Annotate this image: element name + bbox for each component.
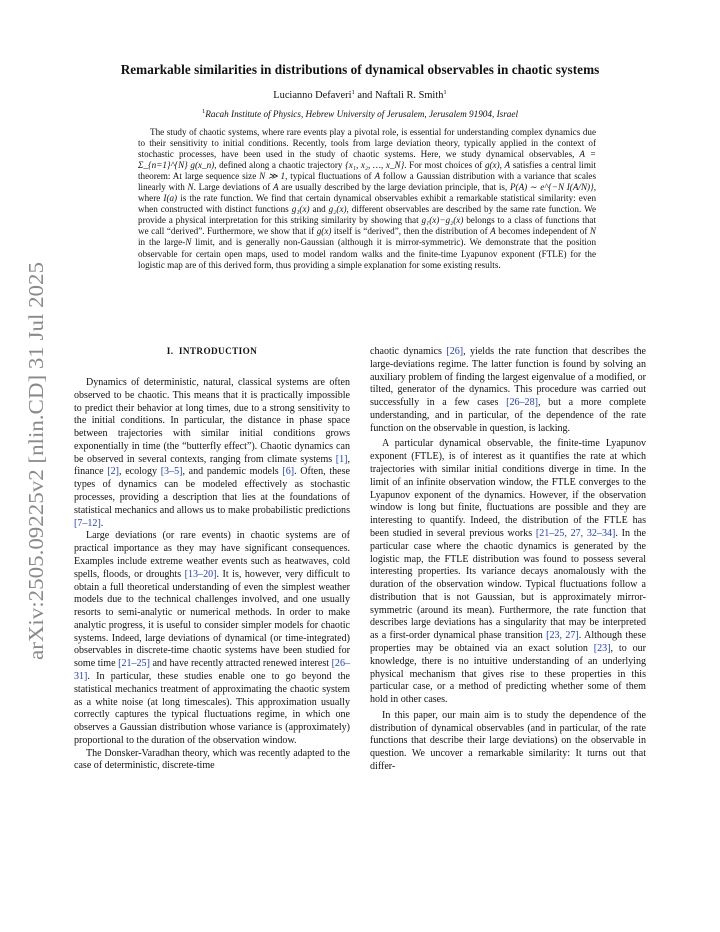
paragraph-text: Large deviations (or rare events) in chaotic systems are of practical importance as they may have significant consequences. Examples include extreme weather events such as heatwaves, cold spells, floods, or droughts bbox=[74, 530, 350, 580]
citation-link[interactable]: [26–31] bbox=[74, 658, 350, 682]
citation-link[interactable]: [21–25] bbox=[118, 658, 150, 670]
paragraph bbox=[370, 346, 646, 435]
citation-link[interactable]: [6] bbox=[282, 466, 295, 478]
author-name: Lucianno Defaveri bbox=[273, 90, 352, 101]
paragraph-text: Dynamics of deterministic, natural, classical systems are often observed to be chaotic. This means that it is practically impossible to predict their behavior at long times, due to a strong sensitivity to the initial conditions. In particular, the distance in phase space between trajectories with similar initial conditions grows exponentially in time (the “butterfly effect”). Chaotic dynamics can be observed in several contexts, ranging from climate systems bbox=[74, 377, 350, 465]
section-title: INTRODUCTION bbox=[178, 346, 258, 356]
citation-link[interactable]: [23, 27] bbox=[546, 630, 579, 642]
citation-link[interactable]: [7–12] bbox=[74, 517, 101, 529]
paragraph-text: , yields the rate function that describes the large-deviations regime. The latter function is found by solving an auxiliary problem of finding the largest eigenvalue of a modified, or tilted, generator of the dynamics. This procedure was carried out successfully in a few cases bbox=[370, 346, 647, 409]
paragraph-text: and have recently attracted renewed interest bbox=[149, 658, 332, 670]
paragraph bbox=[74, 377, 350, 530]
citation-link[interactable]: [13–20] bbox=[184, 568, 217, 580]
paragraph bbox=[370, 710, 646, 774]
citation-link[interactable]: [3–5] bbox=[160, 466, 183, 478]
arxiv-identifier-text: arXiv:2505.09225v2 [nlin.CD] 31 Jul 2025 bbox=[24, 287, 48, 660]
citation-link[interactable]: [26] bbox=[446, 346, 464, 357]
paragraph-text: . In particular, these studies enable one to go beyond the statistical mechanics treatment of approximating the chaotic system as a white noise (at long timescales). This approximation usually correctly captures the typical fluctuations regime, in which one observes a Gaussian distribution whose variance is (approximately) proportional to the duration of the observation window. bbox=[74, 670, 350, 746]
affiliation-mark: 1 bbox=[443, 89, 447, 96]
paragraph bbox=[74, 748, 350, 774]
affiliation bbox=[60, 109, 660, 119]
left-column bbox=[74, 377, 350, 773]
affiliation-text: Racah Institute of Physics, Hebrew University of Jerusalem, Jerusalem 91904, Israel bbox=[205, 109, 519, 119]
citation-link[interactable]: [26–28] bbox=[506, 397, 538, 409]
affiliation-mark: 1 bbox=[201, 108, 206, 115]
author-line bbox=[60, 90, 660, 101]
paragraph bbox=[74, 530, 350, 747]
abstract: The study of chaotic systems, where rare events play a pivotal role, is essential for understanding complex dynamics due to their sensitivity to initial conditions. Recently, tools from large deviation theory, typically applied in the context of stochastic processes, have been used in the study of chaotic systems. Here, we study dynamical observables, A = Σ_{n=1}^{N} g(x_n), defined along a chaotic trajectory {x₁, x₂, …, x_N}. For most choices of g(x), A satisfies a central limit theorem: At large sequence size N ≫ 1, typical fluctuations of A follow a Gaussian distribution with a variance that scales linearly with N. Large deviations of A are usually described by the large deviation principle, that is, P(A) ∼ e^{−N I(A/N)}, where I(a) is the rate function. We find that certain dynamical observables exhibit a remarkable statistical similarity: even when constructed with distinct functions g₁(x) and g₂(x), different observables are described by the same rate function. We provide a physical interpretation for this striking similarity by showing that g₁(x)−g₂(x) belongs to a class of functions that we call “derived”. Furthermore, we show that if g(x) itself is “derived”, then the distribution of A becomes independent of N in the large-N limit, and is generally non-Gaussian (although it is mirror-symmetric). We demonstrate that the position observable for certain open maps, used to model random walks and the finite-time Lyapunov exponent (FTLE) for the logistic map are of this derived form, thus providing a simple explanation for some existing results. bbox=[138, 127, 597, 270]
author-conjunction: and bbox=[357, 90, 373, 101]
affiliation-mark: 1 bbox=[351, 89, 355, 96]
paragraph-text: . Although these properties may be obtained via an exact solution bbox=[370, 630, 646, 654]
paragraph-text: In this paper, our main aim is to study the dependence of the distribution of dynamical observables (and in particular, of the rate functions that describe their large deviations) on the observable in question. We uncover a remarkable similarity: It turns out that differ- bbox=[370, 709, 646, 772]
author-name: Naftali R. Smith bbox=[375, 90, 444, 101]
arxiv-identifier-stamp bbox=[22, 260, 52, 660]
paragraph-text: , but a more complete understanding, and in particular, of the dependence of the rate function on the observable in question, is lacking. bbox=[370, 397, 646, 434]
section-number: I. bbox=[166, 346, 174, 356]
right-column bbox=[370, 346, 646, 774]
citation-link[interactable]: [2] bbox=[107, 466, 119, 478]
section-heading bbox=[74, 346, 350, 356]
paragraph bbox=[370, 438, 646, 706]
paper-title: Remarkable similarities in distributions of dynamical observables in chaotic systems bbox=[120, 62, 600, 77]
paragraph-text: . Often, these types of dynamics can be modeled effectively as stochastic processes, providing a description that lies at the foundations of statistical mechanics and allows us to make probabilistic predictions bbox=[74, 466, 350, 516]
paragraph-text: , finance bbox=[74, 453, 350, 478]
paragraph-text: , to our knowledge, there is no intuitive understanding of an underlying physical mechanism that gives rise to these properties in this particular case, or a method of predicting whether some of them hold in other cases. bbox=[370, 642, 646, 706]
paragraph-text: A particular dynamical observable, the finite-time Lyapunov exponent (FTLE), is of interest as it quantifies the rate at which trajectories with similar initial conditions diverge in time. In the limit of an infinite observation window, the FTLE converges to the Lyapunov exponent of the dynamics. However, if the observation window is long but finite, fluctuations are possible and they are interesting to quantify. Indeed, the distribution of the FTLE has been studied in several previous works bbox=[370, 438, 646, 539]
paragraph-text: , ecology bbox=[118, 466, 161, 478]
citation-link[interactable]: [1] bbox=[335, 453, 348, 465]
paragraph-text: , and pandemic models bbox=[182, 466, 283, 478]
paragraph-text: . It is, however, very difficult to obtain a full theoretical understanding of even the simplest weather models due to the technical challenges involved, and one usually resorts to semi-analytic or numerical methods. In order to make analytic progress, it is useful to consider simpler models for chaotic systems. Indeed, large deviations of dynamical (or time-integrated) observables in discrete-time chaotic systems have been studied for some time bbox=[74, 568, 351, 670]
paragraph-text: The Donsker-Varadhan theory, which was recently adapted to the case of deterministic, discrete-time bbox=[74, 747, 350, 772]
paragraph-text: . bbox=[100, 517, 104, 529]
paragraph-text: chaotic dynamics bbox=[370, 346, 447, 357]
citation-link[interactable]: [23] bbox=[593, 642, 611, 654]
citation-link[interactable]: [21–25, 27, 32–34] bbox=[535, 527, 616, 539]
paragraph-text: . In the particular case where the chaotic dynamics is generated by the logistic map, the FTLE distribution was found to possess several interesting properties. Its variance decays anomalously with the duration of the observation window. Typical fluctuations follow a distribution that is not Gaussian, but is approximately mirror-symmetric (around its mean). Furthermore, the rate function that describes large deviations has a singularity that may be interpreted as a first-order dynamical phase transition bbox=[370, 527, 646, 642]
